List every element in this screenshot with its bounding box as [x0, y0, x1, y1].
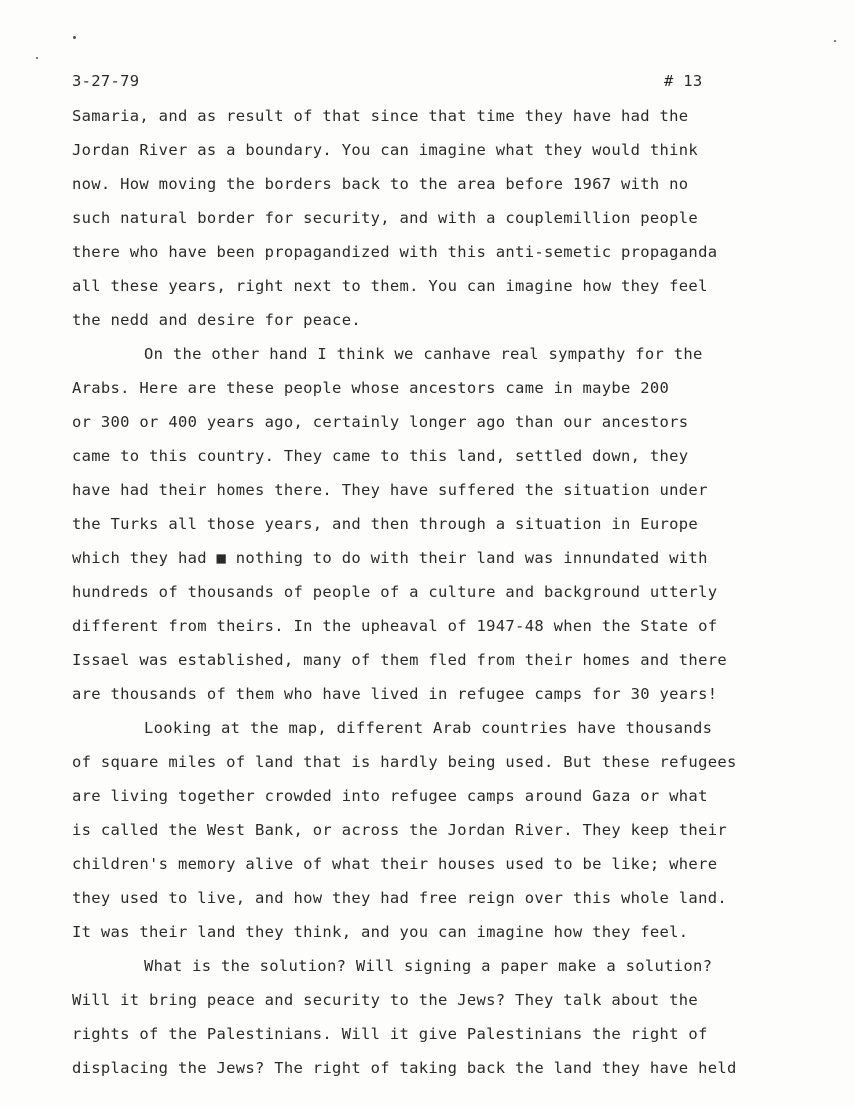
- text-line: the nedd and desire for peace.: [72, 311, 361, 329]
- body-text: [72, 105, 842, 1091]
- text-line: Will it bring peace and security to the Jews? They talk about the: [72, 991, 699, 1009]
- text-line: there who have been propagandized with this anti-semetic propaganda: [72, 243, 718, 261]
- text-line: rights of the Palestinians. Will it give Palestinians the right of: [72, 1025, 708, 1043]
- text-line: or 300 or 400 years ago, certainly longer ago than our ancestors: [72, 413, 689, 431]
- text-line: Arabs. Here are these people whose ancestors came in maybe 200: [72, 379, 670, 397]
- text-line: Looking at the map, different Arab countries have thousands: [144, 719, 713, 737]
- paper-speck: [834, 40, 836, 42]
- text-line: hundreds of thousands of people of a culture and background utterly: [72, 583, 718, 601]
- text-line: Samaria, and as result of that since that time they have had the: [72, 107, 689, 125]
- text-line: displacing the Jews? The right of taking back the land they have held: [72, 1059, 737, 1077]
- text-line: What is the solution? Will signing a paper make a solution?: [144, 957, 713, 975]
- text-line: now. How moving the borders back to the area before 1967 with no: [72, 175, 689, 193]
- text-line: children's memory alive of what their houses used to be like; where: [72, 855, 718, 873]
- text-line: which they had ■ nothing to do with their land was innundated with: [72, 549, 708, 567]
- page-date: 3-27-79: [72, 72, 140, 90]
- page-number: # 13: [664, 72, 703, 90]
- text-line: Issael was established, many of them fled from their homes and there: [72, 651, 727, 669]
- paper-speck: [36, 57, 38, 59]
- text-line: all these years, right next to them. You can imagine how they feel: [72, 277, 708, 295]
- text-line: different from theirs. In the upheaval of 1947-48 when the State of: [72, 617, 718, 635]
- paper-speck: [73, 36, 76, 39]
- text-line: Jordan River as a boundary. You can imagine what they would think: [72, 141, 699, 159]
- text-line: It was their land they think, and you can imagine how they feel.: [72, 923, 689, 941]
- text-line: is called the West Bank, or across the Jordan River. They keep their: [72, 821, 727, 839]
- text-line: came to this country. They came to this land, settled down, they: [72, 447, 689, 465]
- text-line: are thousands of them who have lived in refugee camps for 30 years!: [72, 685, 718, 703]
- text-line: of square miles of land that is hardly being used. But these refugees: [72, 753, 737, 771]
- text-line: have had their homes there. They have suffered the situation under: [72, 481, 708, 499]
- text-line: On the other hand I think we canhave real sympathy for the: [144, 345, 703, 363]
- text-line: such natural border for security, and with a couplemillion people: [72, 209, 699, 227]
- text-line: they used to live, and how they had free reign over this whole land.: [72, 889, 727, 907]
- text-line: are living together crowded into refugee camps around Gaza or what: [72, 787, 708, 805]
- text-line: the Turks all those years, and then through a situation in Europe: [72, 515, 699, 533]
